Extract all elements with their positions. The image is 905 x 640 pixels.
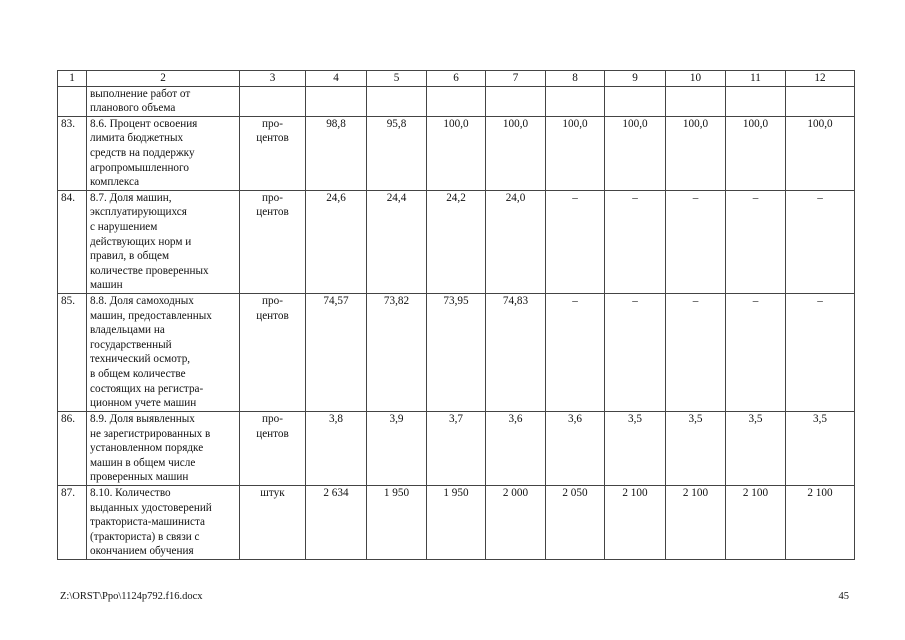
- table-row: [58, 116, 855, 190]
- indicator-name: 8.9. Доля выявленных не зарегистрированных в установленном порядке машин в общем числе проверенных машин: [87, 411, 240, 485]
- row-index: 83.: [58, 116, 87, 190]
- col-header: 9: [605, 71, 666, 87]
- value-cell: 3,7: [427, 411, 486, 485]
- value-cell: –: [546, 293, 605, 411]
- value-cell: 24,6: [306, 190, 367, 293]
- column-number-row: [58, 71, 855, 87]
- value-cell: 74,57: [306, 293, 367, 411]
- value-cell: 2 100: [666, 485, 726, 559]
- col-header: 4: [306, 71, 367, 87]
- row-index: 84.: [58, 190, 87, 293]
- value-cell: 3,5: [666, 411, 726, 485]
- col-header: 2: [87, 71, 240, 87]
- value-cell: 100,0: [605, 116, 666, 190]
- value-cell: 100,0: [726, 116, 786, 190]
- indicator-name: 8.8. Доля самоходных машин, предоставленных владельцами на государственный технический осмотр, в общем количестве состоящих на регистра- ционном учете машин: [87, 293, 240, 411]
- table-row: [58, 411, 855, 485]
- col-header: 1: [58, 71, 87, 87]
- value-cell: [367, 86, 427, 116]
- row-index: [58, 86, 87, 116]
- value-cell: 2 050: [546, 485, 605, 559]
- col-header: 3: [240, 71, 306, 87]
- value-cell: 98,8: [306, 116, 367, 190]
- row-index: 85.: [58, 293, 87, 411]
- value-cell: 74,83: [486, 293, 546, 411]
- value-cell: [726, 86, 786, 116]
- value-cell: –: [786, 293, 855, 411]
- indicator-name: 8.6. Процент освоения лимита бюджетных средств на поддержку агропромышленного комплекса: [87, 116, 240, 190]
- value-cell: 3,5: [726, 411, 786, 485]
- table-row: [58, 86, 855, 116]
- value-cell: –: [666, 190, 726, 293]
- value-cell: –: [786, 190, 855, 293]
- table-row: [58, 485, 855, 559]
- value-cell: 3,9: [367, 411, 427, 485]
- indicator-name: 8.7. Доля машин, эксплуатирующихся с нарушением действующих норм и правил, в общем количестве проверенных машин: [87, 190, 240, 293]
- value-cell: 3,8: [306, 411, 367, 485]
- value-cell: 1 950: [367, 485, 427, 559]
- value-cell: 24,4: [367, 190, 427, 293]
- row-index: 86.: [58, 411, 87, 485]
- value-cell: –: [605, 190, 666, 293]
- value-cell: 100,0: [486, 116, 546, 190]
- value-cell: 95,8: [367, 116, 427, 190]
- value-cell: –: [726, 190, 786, 293]
- value-cell: 2 100: [786, 485, 855, 559]
- table-row: [58, 293, 855, 411]
- value-cell: 100,0: [666, 116, 726, 190]
- unit-cell: штук: [240, 485, 306, 559]
- unit-cell: про- центов: [240, 190, 306, 293]
- value-cell: 100,0: [427, 116, 486, 190]
- unit-cell: про- центов: [240, 293, 306, 411]
- unit-cell: про- центов: [240, 116, 306, 190]
- value-cell: 2 634: [306, 485, 367, 559]
- unit-cell: про- центов: [240, 411, 306, 485]
- value-cell: –: [726, 293, 786, 411]
- value-cell: –: [546, 190, 605, 293]
- value-cell: 100,0: [786, 116, 855, 190]
- value-cell: [427, 86, 486, 116]
- table-row: [58, 190, 855, 293]
- col-header: 5: [367, 71, 427, 87]
- value-cell: 3,6: [486, 411, 546, 485]
- value-cell: [786, 86, 855, 116]
- value-cell: 24,2: [427, 190, 486, 293]
- col-header: 8: [546, 71, 605, 87]
- value-cell: 2 100: [605, 485, 666, 559]
- file-path: Z:\ORST\Ppo\1124p792.f16.docx: [60, 591, 203, 602]
- col-header: 12: [786, 71, 855, 87]
- col-header: 6: [427, 71, 486, 87]
- row-index: 87.: [58, 485, 87, 559]
- value-cell: [546, 86, 605, 116]
- value-cell: 73,95: [427, 293, 486, 411]
- value-cell: 3,5: [786, 411, 855, 485]
- value-cell: –: [666, 293, 726, 411]
- page-number: 45: [838, 591, 849, 602]
- value-cell: 3,5: [605, 411, 666, 485]
- col-header: 7: [486, 71, 546, 87]
- value-cell: 2 000: [486, 485, 546, 559]
- indicator-table: [57, 70, 855, 560]
- unit-cell: [240, 86, 306, 116]
- value-cell: 3,6: [546, 411, 605, 485]
- col-header: 11: [726, 71, 786, 87]
- value-cell: [666, 86, 726, 116]
- value-cell: 100,0: [546, 116, 605, 190]
- value-cell: –: [605, 293, 666, 411]
- indicator-name: 8.10. Количество выданных удостоверений тракториста-машиниста (тракториста) в связи с окончанием обучения: [87, 485, 240, 559]
- indicator-name: выполнение работ от планового объема: [87, 86, 240, 116]
- value-cell: [306, 86, 367, 116]
- col-header: 10: [666, 71, 726, 87]
- value-cell: 24,0: [486, 190, 546, 293]
- value-cell: 1 950: [427, 485, 486, 559]
- value-cell: 73,82: [367, 293, 427, 411]
- value-cell: [486, 86, 546, 116]
- value-cell: 2 100: [726, 485, 786, 559]
- value-cell: [605, 86, 666, 116]
